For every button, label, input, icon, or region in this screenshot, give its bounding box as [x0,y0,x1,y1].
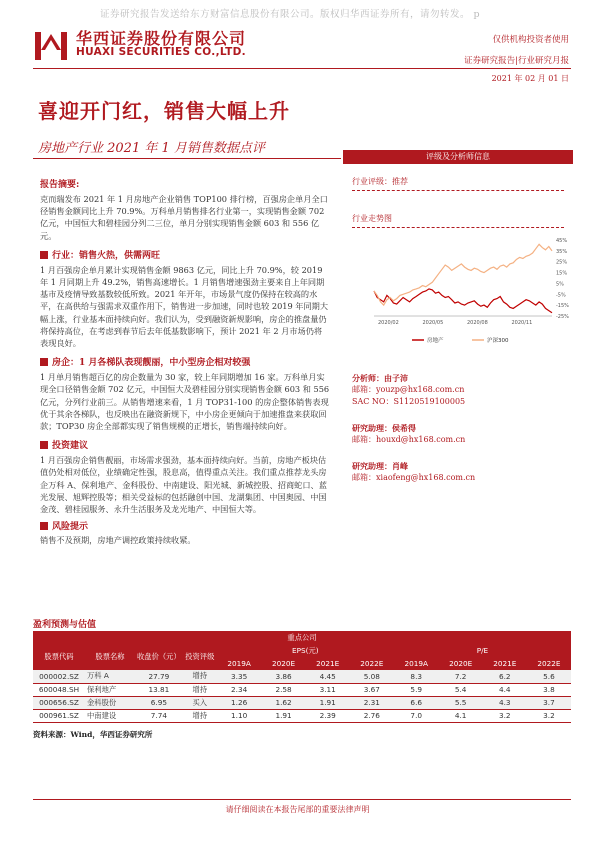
cell-pe: 6.6 [394,696,439,709]
table-group-header: 重点公司 [33,631,571,644]
y-tick-label: 5% [556,281,564,288]
col-header-name: 股票名称 [85,644,135,670]
year-header: 2019A [394,657,439,670]
y-tick-label: -5% [556,292,566,299]
cell-eps: 5.08 [350,670,394,683]
table-row [33,709,571,722]
chart-title: 行业走势图 [352,214,392,223]
summary-heading: 报告摘要: [40,180,80,190]
y-tick-label: 35% [556,248,568,255]
cell-code: 000656.SZ [33,696,85,709]
cell-pe: 7.2 [439,670,483,683]
cell-eps: 3.35 [217,670,262,683]
rating-divider [352,190,564,191]
analyst-block-3 [352,460,567,484]
cell-eps: 1.10 [217,709,262,722]
cell-pe: 4.4 [483,683,527,696]
cell-pe: 7.0 [394,709,439,722]
year-header: 2022E [350,657,394,670]
cell-pe: 6.2 [483,670,527,683]
header-divider [33,68,571,69]
table-row [33,683,571,696]
cell-pe: 5.9 [394,683,439,696]
cell-eps: 4.45 [306,670,350,683]
legal-notice: 请仔细阅读在本报告尾部的重要法律声明 [225,805,370,814]
report-title: 喜迎开门红，销售大幅上升 [38,99,290,123]
watermark-text: 证券研究报告发送给东方财富信息股份有限公司。版权归华西证券所有，请勿转发。 p [100,9,481,20]
bullet-icon [40,522,48,530]
legend-label: 房地产 [427,338,444,344]
company-logo-icon [33,28,69,64]
company-name-cn: 华西证券股份有限公司 [76,29,247,48]
col-header-price: 收盘价（元） [135,644,183,670]
cell-code: 000002.SZ [33,670,85,683]
report-date: 2021 年 02 月 01 日 [491,74,569,83]
cell-eps: 1.91 [306,696,350,709]
table-source: 资料来源：Wind，华西证券研究所 [33,730,153,739]
report-subtitle: 房地产行业 2021 年 1 月销售数据点评 [38,141,265,156]
forecast-table-caption: 盈利预测与估值 [33,620,97,630]
cell-name: 中南建设 [85,709,135,722]
section-industry-heading [40,248,330,261]
analyst-name: 研究助理：侯希得 [352,423,416,433]
year-header: 2021E [306,657,350,670]
section-invest-heading [40,438,330,451]
cell-price: 13.81 [135,683,183,696]
section-developers-title: 房企：1 月各梯队表现靓丽，中小型房企相对较强 [52,358,251,369]
industry-rating: 行业评级：推荐 [352,177,408,186]
cell-name: 万科 A [85,670,135,683]
subtitle-divider [33,158,341,159]
x-tick-label: 2020/02 [378,320,399,326]
forecast-table-wrap [33,631,571,723]
summary-intro: 克而瑞发布 2021 年 1 月房地产企业销售 TOP100 排行榜，百强房企单月全口径销售金额同比上升 70.9%。万科单月销售排名行业第一，实现销售金额 702 亿元，中国恒大和碧桂园分列二三位，单月分别实现销售金额 603 和 556 亿元。 [40,194,328,241]
x-tick-label: 2020/05 [422,320,444,326]
analyst-name: 研究助理：肖峰 [352,461,408,471]
cell-eps: 3.11 [306,683,350,696]
cell-rating: 增持 [183,709,217,722]
cell-pe: 5.4 [439,683,483,696]
y-tick-label: 15% [556,270,568,277]
cell-eps: 2.58 [262,683,306,696]
cell-pe: 4.1 [439,709,483,722]
year-header: 2020E [439,657,483,670]
bullet-icon [40,441,48,449]
col-header-code: 股票代码 [33,644,85,670]
industry-trend-chart [352,234,567,354]
chart-title-divider [352,227,564,228]
year-header: 2021E [483,657,527,670]
section-risk-title: 风险提示 [52,522,89,533]
analyst-email: 邮箱：xiaofeng@hx168.com.cn [352,473,476,482]
cell-eps: 2.39 [306,709,350,722]
cell-eps: 1.26 [217,696,262,709]
cell-eps: 3.67 [350,683,394,696]
cell-pe: 3.2 [483,709,527,722]
cell-code: 000961.SZ [33,709,85,722]
cell-price: 6.95 [135,696,183,709]
section-risk-text: 销售不及预期，房地产调控政策持续收紧。 [40,535,196,546]
cell-rating: 增持 [183,670,217,683]
section-invest-title: 投资建议 [52,441,89,452]
cell-eps: 2.31 [350,696,394,709]
cell-name: 金科股份 [85,696,135,709]
cell-pe: 4.3 [483,696,527,709]
summary-column [40,177,330,546]
section-industry-text: 1 月百强房企单月累计实现销售金额 9863 亿元，同比上升 70.9%，较 2019 年 1 月同期上升 49.2%，销售高速增长。1 月销售增速强劲主要来自上年同期基市及疫情导致基数较低所致。2021 年开年，市场景气度仍保持在较高的水平，在高供给与强需求双重作用下，销售进一步加速，同时也较 2019 年同期大幅上涨，行业基本面持续向好。我们认为，受到融资新规影响，房企的推盘量仍将保持高位，在考虑到春节后去年低基数影响下，预计 2021 年 2 月市场仍将表现良好。 [40,264,329,349]
year-header: 2019A [217,657,262,670]
col-header-rating: 投资评级 [183,644,217,670]
company-name-en: HUAXI SECURITIES CO.,LTD. [76,46,246,58]
x-tick-label: 2020/08 [467,320,488,326]
col-header-eps: EPS(元) [217,644,394,657]
col-header-pe: P/E [394,644,571,657]
cell-rating: 增持 [183,683,217,696]
series-line-0 [374,289,552,313]
cell-name: 保利地产 [85,683,135,696]
cell-pe: 5.6 [527,670,571,683]
analyst-name: 分析师：由子沛 [352,373,408,383]
analyst-email: 邮箱：youzp@hx168.com.cn [352,385,465,394]
y-tick-label: 45% [556,238,568,244]
audience-label: 仅供机构投资者使用 [492,35,569,45]
legend-label: 沪深300 [487,338,509,344]
table-header-row [33,644,571,657]
report-type-label: 证券研究报告|行业研究月报 [464,56,569,66]
cell-eps: 3.86 [262,670,306,683]
section-developers-text: 1 月单月销售超百亿的房企数量为 30 家，较上年同期增加 16 家。万科单月实现全口径销售金额 702 亿元，中国恒大及碧桂园分别实现销售金额 603 和 556 亿元，分列行业前三。从销售增速来看，1 月 TOP31-100 的房企整体销售表现优于其余各梯队，也反映出在融资新规下，中小房企更倾向于加速推盘来获取回款；TOP30 房企全部都实现了销售规模的正增长，销售端持续向好。 [40,372,330,432]
cell-pe: 3.8 [527,683,571,696]
cell-eps: 1.62 [262,696,306,709]
analyst-sac: SAC NO：S1120519100005 [352,397,466,406]
cell-pe: 3.2 [527,709,571,722]
year-header: 2020E [262,657,306,670]
cell-rating: 买入 [183,696,217,709]
footer-divider [33,799,571,800]
cell-eps: 2.34 [217,683,262,696]
forecast-table [33,631,571,723]
table-row [33,670,571,683]
table-group-header-row [33,631,571,644]
cell-eps: 2.76 [350,709,394,722]
section-invest-text: 1 月百强房企销售靓丽，市场需求强劲，基本面持续向好。当前，房地产板块估值仍处相对低位，业绩确定性强，股息高，值得重点关注。我们重点推荐龙头房企万科 A、保利地产、金科股份、中南建设、阳光城、新城控股、招商蛇口、蓝光发展、旭辉控股等；相关受益标的包括融创中国、龙湖集团、中国奥园、中国金茂、碧桂园服务、永升生活服务及龙光地产、中国恒大等。 [40,455,327,515]
cell-price: 27.79 [135,670,183,683]
cell-pe: 8.3 [394,670,439,683]
analyst-panel-header: 评级及分析师信息 [343,150,573,164]
cell-pe: 3.7 [527,696,571,709]
analyst-email: 邮箱：houxd@hx168.com.cn [352,435,466,444]
bullet-icon [40,251,48,259]
cell-eps: 1.91 [262,709,306,722]
section-industry-title: 行业：销售火热，供需两旺 [52,250,161,261]
table-row [33,696,571,709]
year-header: 2022E [527,657,571,670]
y-tick-label: 25% [556,259,568,266]
cell-pe: 5.5 [439,696,483,709]
cell-price: 7.74 [135,709,183,722]
analyst-block-2 [352,422,567,446]
cell-code: 600048.SH [33,683,85,696]
analyst-block-1 [352,372,567,408]
x-tick-label: 2020/11 [511,320,533,326]
bullet-icon [40,358,48,366]
y-tick-label: -15% [556,303,569,310]
section-developers-heading [40,355,330,368]
series-line-1 [374,244,552,305]
section-risk-heading [40,519,330,532]
y-tick-label: -25% [556,314,569,320]
